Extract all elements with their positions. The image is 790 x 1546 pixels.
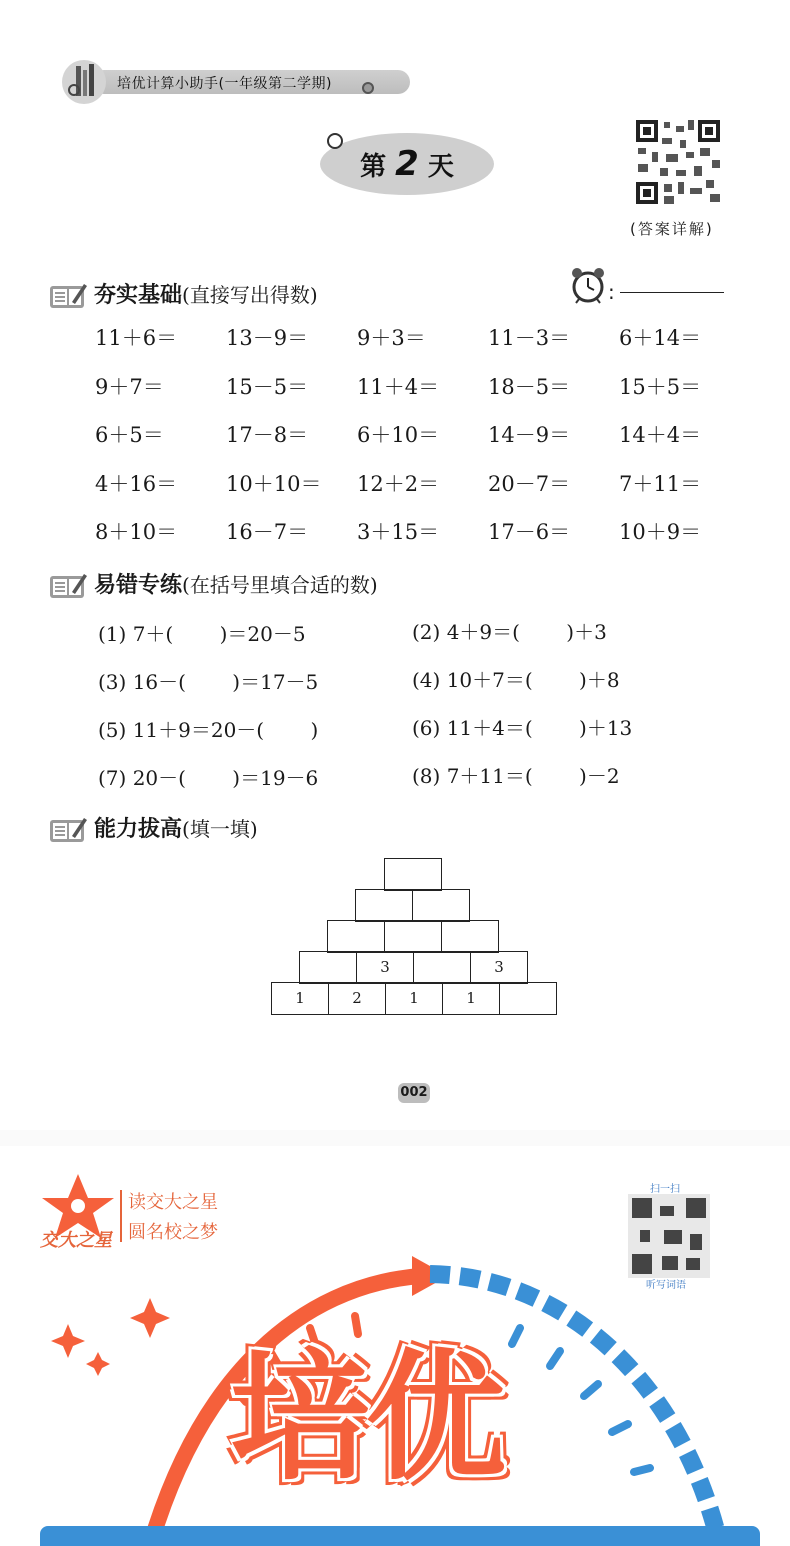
problem: 10＋9＝ — [619, 520, 702, 544]
problem-row — [95, 419, 755, 468]
pyramid-cell: 1 — [271, 982, 329, 1015]
fill-problem: (8) 7＋11＝( )－2 — [412, 764, 620, 788]
section-title-error-prone — [94, 568, 378, 599]
pyramid-cell[interactable] — [441, 920, 499, 953]
publisher-logo-text: 交大之星 — [40, 1230, 112, 1251]
day-prefix: 第 — [360, 152, 387, 182]
pyramid-cell[interactable] — [499, 982, 557, 1015]
fill-problem: (4) 10＋7＝( )＋8 — [412, 668, 620, 692]
basics-problem-grid — [95, 322, 755, 565]
badge-ring — [327, 133, 343, 149]
pyramid-cell: 1 — [385, 982, 443, 1015]
problem: 11－3＝ — [488, 326, 571, 350]
fill-problem: (3) 16－( )＝17－5 — [98, 670, 319, 694]
cover-big-title: 培优 — [230, 1337, 503, 1500]
problem: 15－5＝ — [226, 374, 309, 399]
qr-dictation-label: 听写词语 — [646, 1280, 686, 1291]
problem: 18－5＝ — [488, 374, 571, 399]
notebook-pencil-icon — [48, 814, 88, 844]
sparkle-icon — [86, 1352, 110, 1376]
notebook-pencil-icon — [48, 570, 88, 600]
problem: 16－7＝ — [226, 520, 309, 544]
problem: 6＋10＝ — [357, 423, 440, 447]
pyramid-cell: 3 — [356, 951, 414, 984]
problem: 17－8＝ — [226, 423, 309, 447]
pyramid-cell: 2 — [328, 982, 386, 1015]
section-title-text: 易错专练 — [94, 573, 183, 598]
slogan-line-2: 圆名校之梦 — [128, 1222, 218, 1243]
problem: 8＋10＝ — [95, 520, 178, 544]
problem: 10＋10＝ — [226, 471, 322, 496]
problem-row — [95, 516, 755, 565]
problem: 6＋5＝ — [95, 423, 164, 447]
section-subtitle: (在括号里填合适的数) — [182, 573, 378, 597]
pyramid-cell[interactable] — [327, 920, 385, 953]
book-cover — [0, 1146, 790, 1546]
qr-caption: (答案详解) — [630, 220, 714, 238]
alarm-clock-icon — [570, 266, 606, 304]
qr-code-icon — [634, 118, 722, 206]
problem: 20－7＝ — [488, 471, 571, 496]
section-title-text: 能力拔高 — [94, 817, 183, 842]
fill-problem: (7) 20－( )＝19－6 — [98, 766, 319, 790]
problem: 17－6＝ — [488, 520, 571, 544]
pyramid-cell: 1 — [442, 982, 500, 1015]
problem-row — [95, 468, 755, 517]
fill-problem: (6) 11＋4＝( )＋13 — [412, 716, 633, 740]
problem: 9＋7＝ — [95, 374, 164, 399]
sparkle-icon — [130, 1298, 170, 1338]
fill-problem: (5) 11＋9＝20－( ) — [98, 718, 319, 742]
notebook-pencil-icon — [48, 280, 88, 310]
pyramid-cell[interactable] — [384, 858, 442, 891]
header-dot — [362, 82, 374, 94]
time-answer-line[interactable] — [620, 292, 724, 293]
pyramid-cell[interactable] — [384, 920, 442, 953]
section-title-advanced — [94, 812, 258, 843]
fill-problem: (2) 4＋9＝( )＋3 — [412, 620, 607, 644]
pyramid-cell: 3 — [470, 951, 528, 984]
pyramid-cell[interactable] — [412, 889, 470, 922]
pyramid-cell[interactable] — [413, 951, 471, 984]
blue-title-band — [40, 1526, 760, 1546]
problem: 6＋14＝ — [619, 326, 702, 350]
day-badge — [320, 133, 494, 195]
section-title-text: 夯实基础 — [94, 283, 183, 308]
problem: 14－9＝ — [488, 423, 571, 447]
page-divider — [0, 1130, 790, 1146]
page-number: 002 — [398, 1083, 430, 1103]
clock-colon: : — [608, 280, 615, 304]
pyramid-cell[interactable] — [355, 889, 413, 922]
problem: 11＋4＝ — [357, 374, 440, 399]
book-title: 培优计算小助手(一年级第二学期) — [117, 76, 332, 92]
problem: 14＋4＝ — [619, 423, 702, 447]
pyramid-cell[interactable] — [299, 951, 357, 984]
problem: 7＋11＝ — [619, 471, 702, 496]
fill-problem: (1) 7＋( )＝20－5 — [98, 622, 306, 646]
sparkle-icon — [51, 1324, 85, 1358]
slogan-line-1: 读交大之星 — [128, 1192, 218, 1213]
problem-row — [95, 322, 755, 371]
day-suffix: 天 — [427, 152, 454, 182]
problem: 9＋3＝ — [357, 326, 426, 350]
problem: 15＋5＝ — [619, 374, 702, 399]
section-subtitle: (填一填) — [182, 817, 258, 841]
day-number: 2 — [395, 144, 419, 184]
section-subtitle: (直接写出得数) — [182, 283, 318, 307]
problem: 11＋6＝ — [95, 326, 178, 350]
qr-scan-label: 扫一扫 — [650, 1184, 680, 1195]
problem: 4＋16＝ — [95, 471, 178, 496]
section-title-basics — [94, 278, 318, 309]
book-header — [62, 60, 362, 104]
slogan-divider — [120, 1190, 122, 1242]
problem: 3＋15＝ — [357, 520, 440, 544]
stationery-icon — [62, 60, 106, 104]
problem: 12＋2＝ — [357, 471, 440, 496]
problem: 13－9＝ — [226, 326, 309, 350]
problem-row — [95, 371, 755, 420]
